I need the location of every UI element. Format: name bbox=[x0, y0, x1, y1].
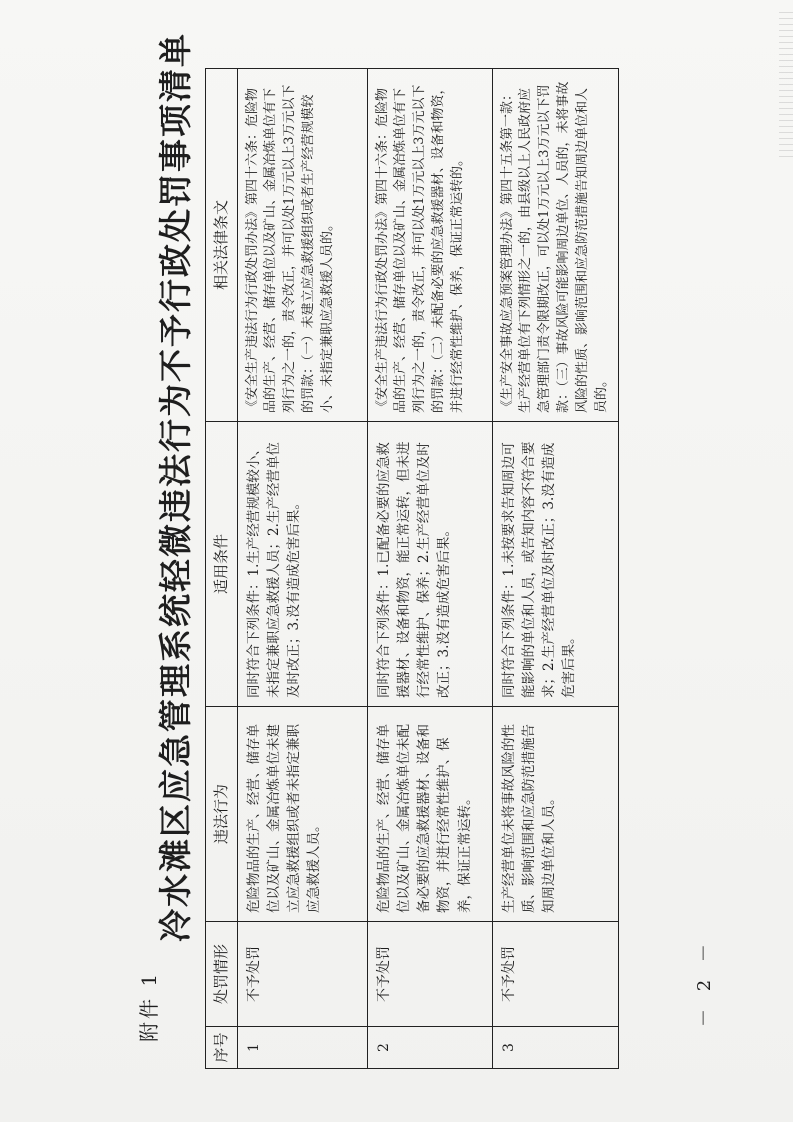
row-violation: 危险物品的生产、经营、储存单位以及矿山、金属冶炼单位未建立应急救援组织或者未指定兼职应急救援人员。 bbox=[237, 707, 367, 922]
header-no: 序号 bbox=[206, 1027, 238, 1069]
header-situation: 处罚情形 bbox=[206, 922, 238, 1027]
row-situation: 不予处罚 bbox=[367, 922, 492, 1027]
table-row bbox=[492, 69, 618, 1069]
row-number: 2 bbox=[367, 1027, 492, 1069]
table-row bbox=[237, 69, 367, 1069]
header-law: 相关法律条文 bbox=[206, 69, 238, 422]
row-situation: 不予处罚 bbox=[237, 922, 367, 1027]
row-law: 《安全生产违法行为行政处罚办法》第四十六条：危险物品的生产、经营、储存单位以及矿山、金属冶炼单位有下列行为之一的，责令改正，并可以处1万元以上3万元以下的罚款：（二）未配备必要的应急救援器材、设备和物资，并进行经常性维护、保养，保证正常运转的。 bbox=[367, 69, 492, 422]
row-conditions: 同时符合下列条件：1.已配备必要的应急救援器材、设备和物资，能正常运转，但未进行经常性维护、保养；2.生产经营单位及时改正；3.没有造成危害后果。 bbox=[367, 422, 492, 707]
row-number: 3 bbox=[492, 1027, 618, 1069]
row-number: 1 bbox=[237, 1027, 367, 1069]
document-title: 冷水滩区应急管理系统轻微违法行为不予行政处罚事项清单 bbox=[156, 32, 195, 942]
penalty-exemption-table bbox=[205, 68, 619, 1069]
header-conditions: 适用条件 bbox=[206, 422, 238, 707]
row-law: 《安全生产违法行为行政处罚办法》第四十六条：危险物品的生产、经营、储存单位以及矿山、金属冶炼单位有下列行为之一的，责令改正，并可以处1万元以上3万元以下的罚款：（一）未建立应急救援组织或者生产经营规模较小、未指定兼职应急救援人员的。 bbox=[237, 69, 367, 422]
row-conditions: 同时符合下列条件：1.未按要求告知周边可能影响的单位和人员，或告知内容不符合要求；2.生产经营单位及时改正；3.没有造成危害后果。 bbox=[492, 422, 618, 707]
row-situation: 不予处罚 bbox=[492, 922, 618, 1027]
attachment-label: 附件 1 bbox=[137, 970, 161, 1042]
row-violation: 生产经营单位未将事故风险的性质、影响范围和应急防范措施告知周边单位和人员。 bbox=[492, 707, 618, 922]
table-header-row bbox=[206, 69, 238, 1069]
header-violation: 违法行为 bbox=[206, 707, 238, 922]
page-number: － 2 － bbox=[694, 938, 715, 1027]
table-row bbox=[367, 69, 492, 1069]
row-law: 《生产安全事故应急预案管理办法》第四十五条第一款：生产经营单位有下列情形之一的，由县级以上人民政府应急管理部门责令限期改正，可以处1万元以上3万元以下罚款：（三）事故风险可能影响周边单位、人员的，未将事故风险的性质、影响范围和应急防范措施告知周边单位和人员的。 bbox=[492, 69, 618, 422]
row-conditions: 同时符合下列条件：1.生产经营规模较小、未指定兼职应急救援人员；2.生产经营单位及时改正；3.没有造成危害后果。 bbox=[237, 422, 367, 707]
row-violation: 危险物品的生产、经营、储存单位以及矿山、金属冶炼单位未配备必要的应急救援器材、设备和物资，并进行经常性维护、保养，保证正常运转。 bbox=[367, 707, 492, 922]
